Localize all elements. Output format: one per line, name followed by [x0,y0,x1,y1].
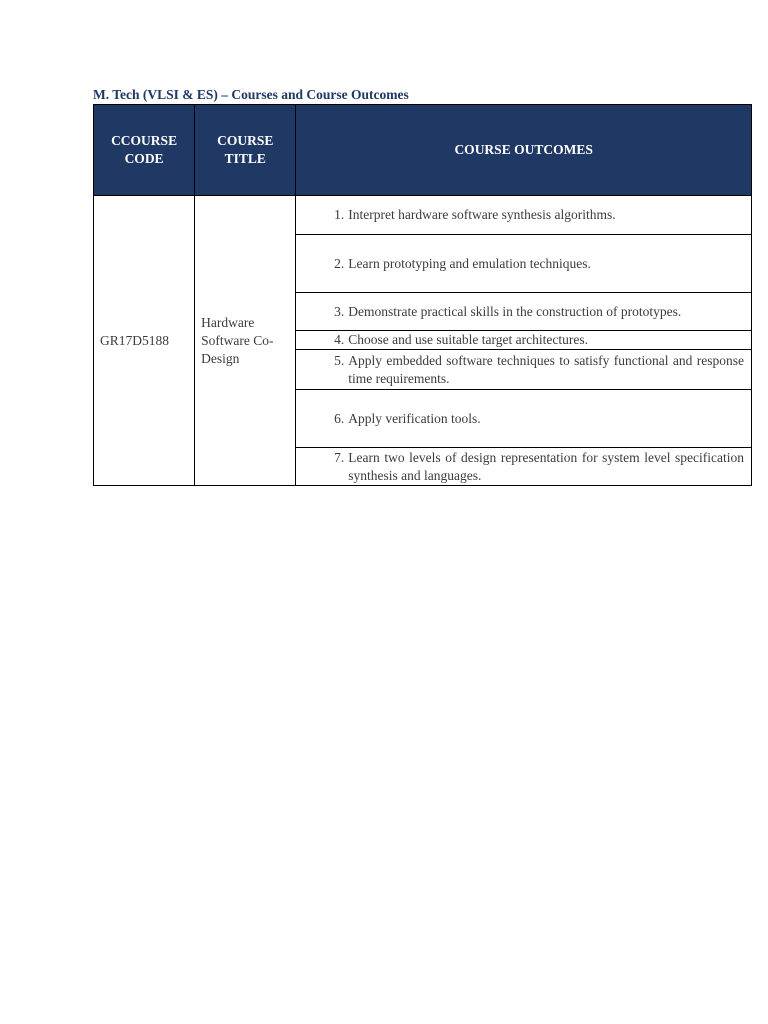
list-item [296,352,751,388]
list-item [296,255,751,273]
course-title-line2: Software Co- [201,332,274,348]
outcome-cell-5 [296,350,752,390]
outcome-number: 5. [334,352,345,368]
outcome-number: 4. [334,332,345,347]
header-course-code [94,105,195,196]
list-item [296,303,751,321]
table-header-row [94,105,752,196]
outcome-cell-7 [296,448,752,486]
outcome-text: Choose and use suitable target architectures. [348,332,588,347]
course-title-line3: Design [201,350,240,366]
outcome-cell-1 [296,196,752,235]
list-item [296,449,751,485]
outcome-cell-2 [296,235,752,293]
course-outcomes-table [93,104,752,486]
outcome-number: 3. [334,303,345,319]
outcome-number: 7. [334,449,345,465]
header-course-code-line2: CODE [124,151,164,166]
course-code-cell: GR17D5188 [94,196,195,486]
outcome-text: Interpret hardware software synthesis algorithms. [348,207,616,222]
outcome-number: 1. [334,207,345,222]
list-item [296,331,751,349]
header-course-code-line1: CCOURSE [111,133,178,148]
outcome-text: Learn prototyping and emulation techniques. [348,255,591,271]
outcome-number: 2. [334,255,345,271]
list-item [296,410,751,428]
header-course-outcomes: COURSE OUTCOMES [296,105,752,196]
course-title-cell [195,196,296,486]
outcome-text: Apply embedded software techniques to satisfy functional and response time requirements. [348,352,744,386]
outcome-cell-4 [296,331,752,350]
outcome-cell-6 [296,390,752,448]
outcome-text: Demonstrate practical skills in the construction of prototypes. [348,303,682,319]
header-course-title-line2: TITLE [224,151,266,166]
table-row [94,196,752,235]
list-item [296,206,751,224]
header-course-title-line1: COURSE [217,133,274,148]
outcome-number: 6. [334,410,345,426]
page-heading: M. Tech (VLSI & ES) – Courses and Course Outcomes [93,87,409,102]
outcome-text: Learn two levels of design representation for system level specification synthesis and languages. [348,449,744,483]
course-title-line1: Hardware [201,314,255,330]
outcome-cell-3 [296,293,752,331]
header-course-title [195,105,296,196]
outcome-text: Apply verification tools. [348,410,481,426]
